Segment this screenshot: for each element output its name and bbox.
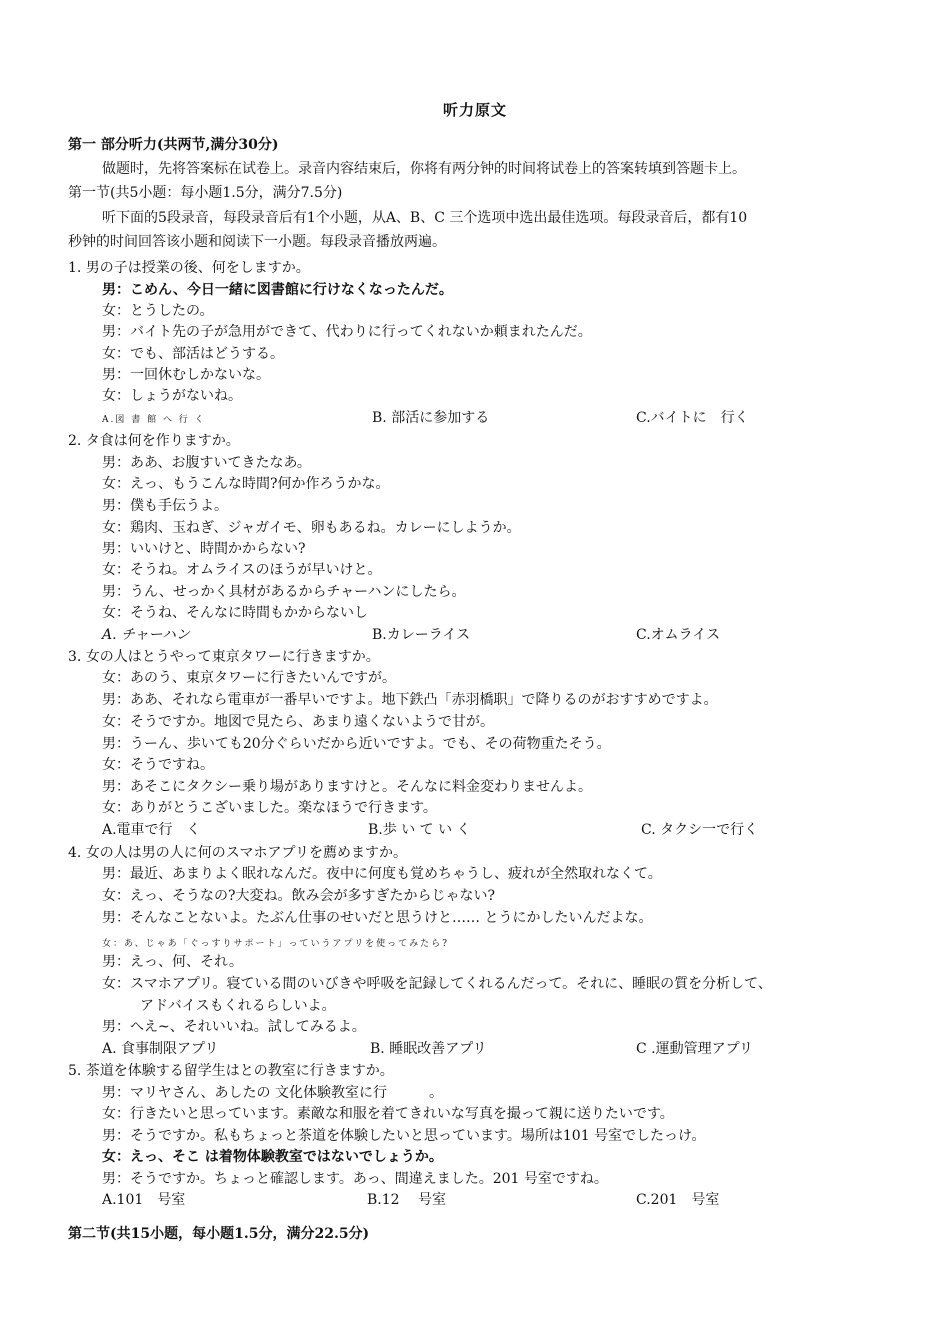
q3-dialogue-line: 女：そうですか。地図で見たら、あまり遠くないようで甘が。 — [102, 714, 494, 730]
q5-option-a: A.101 号室 — [102, 1192, 186, 1208]
q2-dialogue-line: 女：そうね、そんなに時間もかからないし — [102, 605, 368, 621]
q4-dialogue-line: 女：えっ、そうなの?大変ね。飲み会が多すぎたからじゃない? — [102, 888, 496, 904]
q2-option-c: C.オムライス — [636, 627, 721, 643]
section1-instruction-line2: 秒钟的时间回答该小题和阅读下一小题。每段录音播放两遍。 — [68, 234, 446, 250]
q3-dialogue-line: 女：ありがとうこざいました。楽なほうで行きます。 — [102, 800, 437, 816]
q3-question: 3. 女の人はとうやって東京タワーに行きますか。 — [68, 649, 380, 665]
q2-dialogue-line: 男：僕も手伝うよ。 — [102, 498, 228, 514]
section1-instruction-line1: 听下面的5段录音，每段录音后有1个小题，从A、B、C 三个选项中选出最佳选项。每段录音后，都有10 — [102, 210, 748, 226]
q2-dialogue-line: 女：そうね。オムライスのほうが早いけと。 — [102, 562, 382, 578]
q4-option-c: C .運動管理アプリ — [636, 1041, 754, 1057]
q3-dialogue-line: 女：あのう、東京タワーに行きたいんですが。 — [102, 670, 396, 686]
q2-dialogue-line: 男：ああ、お腹すいてきたなあ。 — [102, 455, 311, 471]
q3-option-a: A.電車で行 く — [102, 822, 201, 838]
q2-dialogue-line: 男：うん、せっかく具材があるからチャーハンにしたら。 — [102, 584, 466, 600]
q3-dialogue-line: 男：ああ、それなら電車が一番早いですよ。地下鉄凸「赤羽橋职」で降りるのがおすすめですよ。 — [102, 692, 718, 708]
q5-dialogue-line: 男：マリヤさん、あしたの 文化体験教室に行 。 — [102, 1085, 444, 1101]
q4-dialogue-line: 女：スマホアプリ。寝ている間のいびきや呼吸を記録してくれるんだって。それに、睡眠の質を分析して、 — [102, 976, 772, 992]
q4-option-b: B. 睡眠改善アプリ — [370, 1041, 487, 1057]
q1-option-b: B. 部活に参加する — [372, 410, 490, 426]
q1-option-a: A.図 書 館 へ 行 く — [102, 415, 206, 425]
q3-dialogue-line: 男：うーん、歩いても20分ぐらいだから近いですよ。でも、その荷物重たそう。 — [102, 736, 611, 752]
q1-dialogue-line: 男：一回休むしかないな。 — [102, 367, 270, 383]
q5-dialogue-line: 女：えっ、そこ は着物体験教室ではないでしょうか。 — [102, 1149, 443, 1165]
q4-dialogue-line: 男：えっ、何、それ。 — [102, 954, 243, 970]
section1-heading: 第一节(共5小题：每小题1.5分，满分7.5分) — [68, 185, 343, 201]
q5-question: 5. 茶道を体験する留学生はとの教室に行きますか。 — [68, 1063, 394, 1079]
part1-heading: 第一 部分听力(共两节,满分30分) — [68, 137, 279, 153]
q4-dialogue-line: 男：最近、あまりよく眠れなんだ。夜中に何度も覚めちゃうし、疲れが全然取れなくて。 — [102, 866, 662, 882]
section2-heading: 第二节(共15小题，每小题1.5分，满分22.5分) — [68, 1226, 370, 1242]
q3-dialogue-line: 女：そうですね。 — [102, 757, 214, 773]
q5-dialogue-line: 女：行きたいと思っています。素敵な和服を着てきれいな写真を撮って親に送りたいです。 — [102, 1106, 674, 1122]
q5-option-b: B.12 号室 — [367, 1192, 447, 1208]
part1-instruction: 做题时，先将答案标在试卷上。录音内容结束后，你将有两分钟的时间将试卷上的答案转填到答题卡上。 — [102, 161, 746, 177]
q1-dialogue-line: 女：でも、部活はどうする。 — [102, 346, 284, 362]
q3-option-c: C. タクシ一で行く — [641, 822, 759, 838]
q1-dialogue-line: 女：しょうがないね。 — [102, 388, 242, 404]
q4-question: 4. 女の人は男の人に何のスマホアプリを薦めますか。 — [68, 845, 407, 861]
q4-option-a: A. 食事制限アプリ — [102, 1041, 219, 1057]
q1-dialogue-line: 女：とうしたの。 — [102, 303, 214, 319]
q4-dialogue-line: 女：あ、じゃあ「ぐっすりサポート」っていうアプリを使ってみたら? — [102, 939, 449, 949]
q5-option-c: C.201 号室 — [636, 1192, 720, 1208]
q2-option-a: A. チャーハン — [102, 627, 190, 643]
q3-option-b: B.歩 い て い く — [368, 822, 471, 838]
page-title: 听力原文 — [442, 101, 507, 119]
q5-dialogue-line: 男：そうですか。私もちょっと茶道を体験したいと思っています。場所は101 号室でしたっけ。 — [102, 1128, 706, 1144]
q4-dialogue-line: 男：へえ~、それいいね。試してみるよ。 — [102, 1019, 366, 1035]
q2-question: 2. タ食は何を作りますか。 — [68, 433, 240, 449]
q1-dialogue-line: 男：バイト先の子が急用ができて、代わりに行ってくれないか頼まれたんだ。 — [102, 324, 592, 340]
q1-question: 1. 男の子は授業の後、何をしますか。 — [68, 260, 310, 276]
q2-dialogue-line: 女：鶏肉、玉ねぎ、ジャガイモ、卵もあるね。カレーにしようか。 — [102, 520, 521, 536]
q2-dialogue-line: 女：えっ、もうこんな時間?何か作ろうかな。 — [102, 476, 390, 492]
q1-option-c: C.バイトに 行く — [636, 410, 749, 426]
q3-dialogue-line: 男：あそこにタクシー乗り場がありますけと。そんなに料金変わりませんよ。 — [102, 779, 592, 795]
q2-dialogue-line: 男：いいけと、時間かからない? — [102, 541, 306, 557]
q4-dialogue-line: 男：そんなことないよ。たぶん仕事のせいだと思うけと…… とうにかしたいんだよな。 — [102, 910, 653, 926]
q4-dialogue-line: アドバイスもくれるらしいよ。 — [140, 998, 336, 1014]
q1-dialogue-line: 男：こめん、今日一緒に図書館に行けなくなったんだ。 — [102, 282, 453, 298]
q2-option-b: B.カレーライス — [372, 627, 471, 643]
q5-dialogue-line: 男：そうですか。ちょっと確認します。あっ、間違えました。201 号室ですね。 — [102, 1171, 608, 1187]
